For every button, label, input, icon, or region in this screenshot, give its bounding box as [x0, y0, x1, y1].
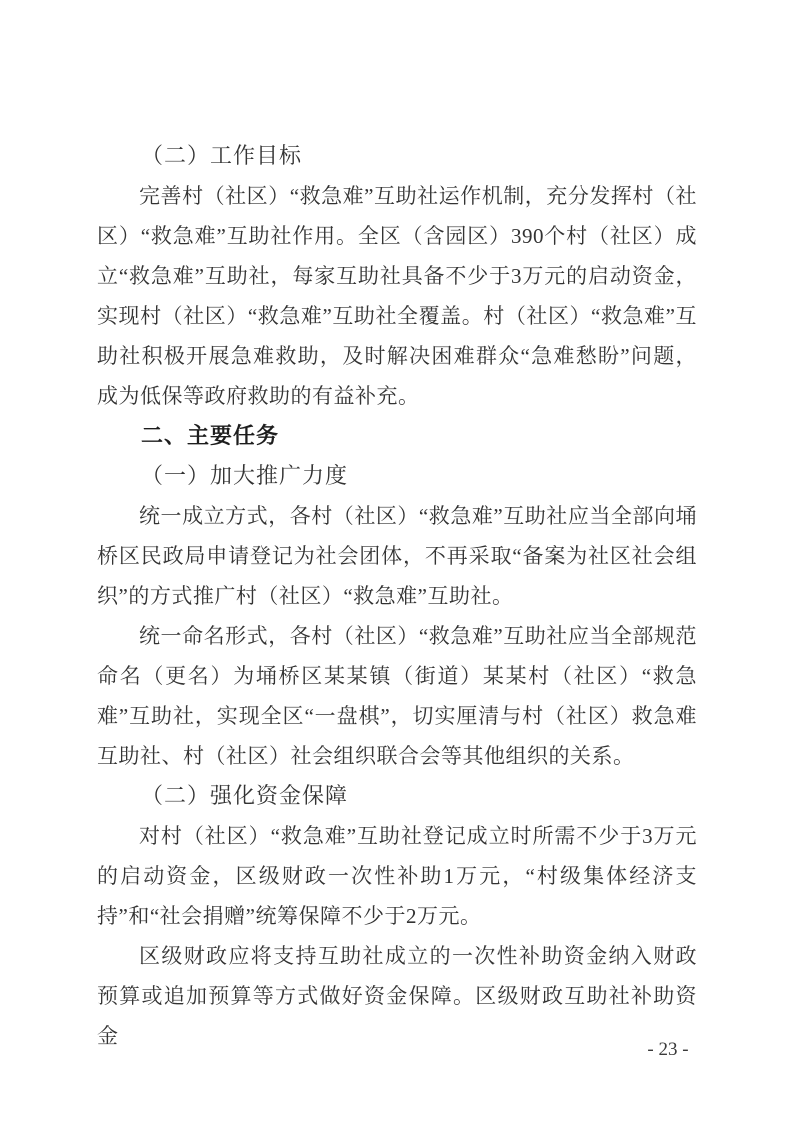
section-subheading-promotion: （一）加大推广力度	[141, 463, 349, 488]
paragraph-unified-naming: 统一命名形式，各村（社区）“救急难”互助社应当全部规范命名（更名）为埇桥区某某镇（街道）某某村（社区）“救急难”互助社，实现全区“一盘棋”，切实厘清与村（社区）救急难互助社、村（社区）社会组织联合会等其他组织的关系。	[97, 624, 697, 768]
section-subheading-funding: （二）强化资金保障	[141, 783, 349, 808]
paragraph-fiscal-budget: 区级财政应将支持互助社成立的一次性补助资金纳入财政预算或追加预算等方式做好资金保障。区级财政互助社补助资金	[97, 944, 697, 1048]
document-content	[97, 136, 697, 1056]
paragraph-startup-funds: 对村（社区）“救急难”互助社登记成立时所需不少于3万元的启动资金，区级财政一次性补助1万元，“村级集体经济支持”和“社会捐赠”统筹保障不少于2万元。	[97, 824, 697, 928]
page-number: - 23 -	[647, 1039, 689, 1060]
paragraph-unified-establishment: 统一成立方式，各村（社区）“救急难”互助社应当全部向埇桥区民政局申请登记为社会团体，不再采取“备案为社区社会组织”的方式推广村（社区）“救急难”互助社。	[97, 504, 697, 608]
section-heading-main-tasks: 二、主要任务	[141, 423, 280, 448]
section-subheading-work-goals: （二）工作目标	[141, 143, 303, 168]
paragraph-work-goals: 完善村（社区）“救急难”互助社运作机制，充分发挥村（社区）“救急难”互助社作用。全区（含园区）390个村（社区）成立“救急难”互助社，每家互助社具备不少于3万元的启动资金，实现村（社区）“救急难”互助社全覆盖。村（社区）“救急难”互助社积极开展急难救助，及时解决困难群众“急难愁盼”问题，成为低保等政府救助的有益补充。	[97, 184, 697, 408]
